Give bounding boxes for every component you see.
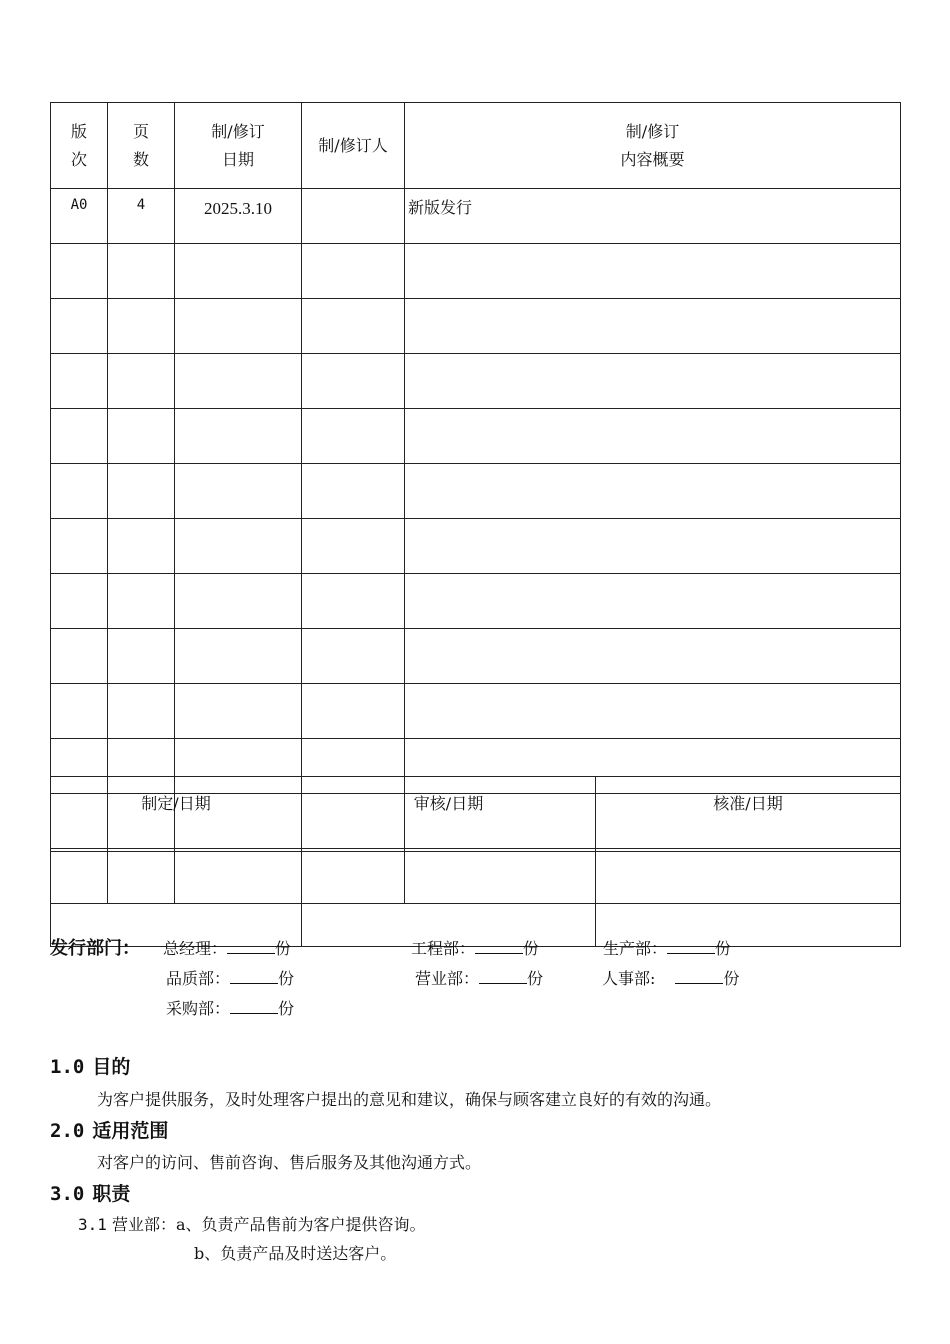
signature-field-row bbox=[51, 852, 901, 947]
dist-label: 总经理： bbox=[163, 939, 228, 958]
dist-sales: 营业部： 份 bbox=[415, 969, 544, 988]
subsection-label: 营业部： bbox=[112, 1215, 177, 1234]
subsection-number: 3.1 bbox=[78, 1215, 107, 1234]
revision-header-row bbox=[51, 103, 901, 189]
duty-item: a、负责产品售前为客户提供咨询。 bbox=[176, 1215, 426, 1234]
copies-blank bbox=[479, 969, 527, 984]
dist-label: 品质部： bbox=[166, 969, 231, 988]
cell-version: A0 bbox=[51, 189, 108, 244]
cell-date bbox=[175, 354, 302, 409]
header-pages: 页 数 bbox=[108, 103, 175, 189]
dist-label: 人事部: bbox=[602, 969, 656, 988]
dist-purchasing: 采购部： 份 bbox=[166, 999, 295, 1018]
cell-reviser bbox=[302, 299, 405, 354]
cell-reviser bbox=[302, 189, 405, 244]
cell-pages bbox=[108, 299, 175, 354]
cell-reviser bbox=[302, 629, 405, 684]
cell-pages bbox=[108, 684, 175, 739]
signature-label-row bbox=[51, 777, 901, 852]
revision-row bbox=[51, 244, 901, 299]
header-version: 版 次 bbox=[51, 103, 108, 189]
cell-pages bbox=[108, 409, 175, 464]
cell-version bbox=[51, 244, 108, 299]
cell-summary bbox=[405, 574, 901, 629]
cell-version bbox=[51, 299, 108, 354]
cell-pages bbox=[108, 629, 175, 684]
cell-summary bbox=[405, 684, 901, 739]
cell-summary bbox=[405, 299, 901, 354]
duty-item: b、负责产品及时送达客户。 bbox=[194, 1244, 397, 1263]
section-2-heading: 2.0 适用范围 bbox=[50, 1120, 169, 1142]
cell-summary bbox=[405, 629, 901, 684]
copies-blank bbox=[475, 939, 523, 954]
section-1-heading: 1.0 目的 bbox=[50, 1056, 131, 1078]
revision-row bbox=[51, 684, 901, 739]
revision-row bbox=[51, 519, 901, 574]
cell-pages: 4 bbox=[108, 189, 175, 244]
cell-date bbox=[175, 684, 302, 739]
revision-row bbox=[51, 629, 901, 684]
cell-version bbox=[51, 354, 108, 409]
cell-version bbox=[51, 519, 108, 574]
section-3-1-line bbox=[78, 1212, 426, 1235]
copies-blank bbox=[227, 939, 275, 954]
copies-blank bbox=[230, 999, 278, 1014]
cell-summary bbox=[405, 354, 901, 409]
header-summary: 制/修订 内容概要 bbox=[405, 103, 901, 189]
cell-date bbox=[175, 299, 302, 354]
dist-hr: 人事部: 份 bbox=[602, 969, 740, 988]
revision-row bbox=[51, 354, 901, 409]
cell-pages bbox=[108, 244, 175, 299]
cell-version bbox=[51, 684, 108, 739]
cell-summary bbox=[405, 409, 901, 464]
dist-quality: 品质部： 份 bbox=[166, 969, 295, 988]
cell-version bbox=[51, 464, 108, 519]
revision-row bbox=[51, 409, 901, 464]
header-reviser: 制/修订人 bbox=[302, 103, 405, 189]
dist-label: 工程部： bbox=[411, 939, 476, 958]
revision-row bbox=[51, 299, 901, 354]
cell-pages bbox=[108, 574, 175, 629]
cell-reviser bbox=[302, 409, 405, 464]
cell-reviser bbox=[302, 464, 405, 519]
cell-date bbox=[175, 629, 302, 684]
copies-blank bbox=[675, 969, 723, 984]
revision-row bbox=[51, 189, 901, 244]
cell-pages bbox=[108, 354, 175, 409]
cell-summary bbox=[405, 244, 901, 299]
cell-summary: 新版发行 bbox=[405, 189, 901, 244]
cell-date bbox=[175, 464, 302, 519]
cell-date bbox=[175, 519, 302, 574]
cell-reviser bbox=[302, 244, 405, 299]
cell-version bbox=[51, 629, 108, 684]
approved-by-label: 核准/日期 bbox=[596, 777, 901, 852]
cell-summary bbox=[405, 464, 901, 519]
revision-row bbox=[51, 464, 901, 519]
dist-label: 生产部： bbox=[603, 939, 668, 958]
reviewed-by-label: 审核/日期 bbox=[302, 777, 596, 852]
reviewed-by-field bbox=[302, 852, 596, 947]
dist-label: 营业部： bbox=[415, 969, 480, 988]
cell-version bbox=[51, 409, 108, 464]
cell-reviser bbox=[302, 519, 405, 574]
prepared-by-field bbox=[51, 852, 302, 947]
cell-pages bbox=[108, 519, 175, 574]
copies-blank bbox=[667, 939, 715, 954]
approved-by-field bbox=[596, 852, 901, 947]
prepared-by-label: 制定/日期 bbox=[51, 777, 302, 852]
cell-reviser bbox=[302, 684, 405, 739]
cell-version bbox=[51, 574, 108, 629]
cell-summary bbox=[405, 519, 901, 574]
cell-date bbox=[175, 244, 302, 299]
copies-blank bbox=[230, 969, 278, 984]
dist-engineering: 工程部： 份 bbox=[411, 939, 540, 958]
section-3-heading: 3.0 职责 bbox=[50, 1183, 131, 1205]
dist-production: 生产部： 份 bbox=[603, 939, 732, 958]
cell-pages bbox=[108, 464, 175, 519]
cell-date bbox=[175, 574, 302, 629]
cell-date bbox=[175, 409, 302, 464]
header-date: 制/修订 日期 bbox=[175, 103, 302, 189]
dist-general-manager: 总经理： 份 bbox=[163, 939, 292, 958]
dist-label: 采购部： bbox=[166, 999, 231, 1018]
revision-row bbox=[51, 574, 901, 629]
cell-reviser bbox=[302, 354, 405, 409]
section-1-body: 为客户提供服务，及时处理客户提出的意见和建议，确保与顾客建立良好的有效的沟通。 bbox=[97, 1090, 722, 1109]
section-2-body: 对客户的访问、售前咨询、售后服务及其他沟通方式。 bbox=[97, 1153, 482, 1172]
signature-table bbox=[50, 776, 901, 947]
cell-date: 2025.3.10 bbox=[175, 189, 302, 244]
cell-reviser bbox=[302, 574, 405, 629]
distribution-title: 发行部门： bbox=[50, 938, 140, 959]
